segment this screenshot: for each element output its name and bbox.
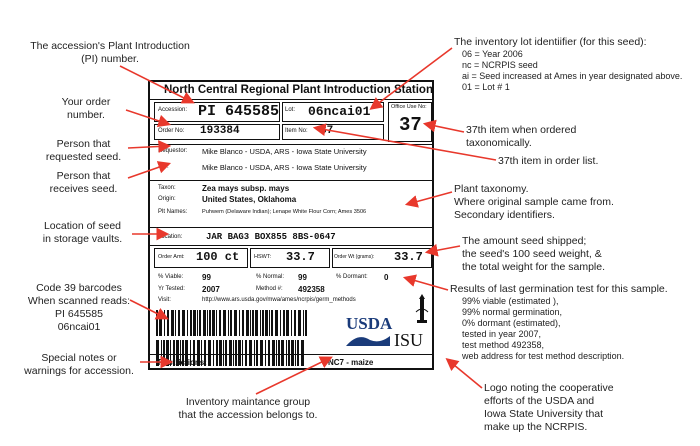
note-lot-lines: 06 = Year 2006 nc = NCRPIS seed ai = Seed increased at Ames in year designated above. 01 = Lot # 1: [462, 49, 683, 92]
arrow-receiver: [128, 164, 168, 178]
normal-value: 99: [298, 273, 307, 282]
arrow-lot: [372, 48, 452, 108]
note-inventory-group: Inventory maintance group that the accession belongs to.: [178, 396, 318, 421]
taxon-label: Taxon:: [158, 185, 176, 191]
restrictions-value: NC7 - maize: [328, 358, 374, 367]
arrow-item-order: [316, 128, 496, 160]
location-value: JAR BAG3 BOX855 8BS-0647: [206, 232, 336, 242]
lot-label: Lot:: [285, 107, 296, 113]
origin-value: United States, Oklahoma: [202, 195, 297, 204]
note-pi-number: The accession's Plant Introduction (PI) number.: [30, 40, 190, 65]
arrow-requestor: [128, 146, 168, 148]
office-value: 37: [399, 114, 422, 136]
requestor-value: Mike Blanco - USDA, ARS - Iowa State University: [202, 147, 367, 156]
for-label: For:: [158, 164, 169, 170]
yr-value: 2007: [202, 285, 220, 294]
lot-value: 06ncai01: [308, 104, 371, 119]
note-requestor: Person that requested seed.: [45, 138, 122, 163]
note-special: Special notes or warnings for accession.: [24, 352, 134, 377]
arrow-pi: [120, 66, 192, 102]
visit-value: http://www.ars.usda.gov/mwa/ames/ncrpis/germ_methods: [202, 297, 356, 303]
restrictions-label: Restrictions:: [158, 358, 207, 367]
note-item-taxon: 37th item when ordered taxonomically.: [466, 124, 577, 149]
order-value: 193384: [200, 125, 240, 137]
order-amt-value: 100 ct: [196, 250, 240, 264]
note-amount: The amount seed shipped; the seed's 100 seed weight, & the total weight for the sample.: [462, 235, 605, 273]
order-wt-value: 33.7: [394, 250, 423, 264]
note-location: Location of seed in storage vaults.: [42, 220, 123, 245]
note-barcodes: Code 39 barcodes When scanned reads: PI 645585 06ncai01: [27, 282, 131, 333]
label-title: North Central Regional Plant Introduction Station: [164, 84, 433, 96]
note-order-number: Your order number.: [61, 96, 111, 121]
note-logo: Logo noting the cooperative efforts of the USDA and Iowa State University that make up the NCRPIS.: [484, 382, 614, 433]
order-amt-label: Order Amt:: [158, 254, 185, 260]
note-lot-title: The inventory lot identiifier (for this seed):: [454, 36, 647, 48]
dormant-label: % Dormant:: [336, 274, 368, 280]
origin-label: Origin:: [158, 196, 176, 202]
item-label: Item No:: [285, 128, 308, 134]
taxon-value: Zea mays subsp. mays: [202, 184, 290, 193]
note-germination-title: Results of last germination test for this sample.: [450, 283, 668, 295]
visit-label: Visit:: [158, 297, 171, 303]
dormant-value: 0: [384, 273, 389, 282]
item-value: 37: [320, 125, 334, 137]
isu-logo: ISU: [394, 330, 424, 350]
plt-label: Plt Names:: [158, 209, 188, 215]
hswt-label: HSWT:: [254, 254, 272, 260]
arrow-logo: [448, 360, 482, 388]
for-value: Mike Blanco - USDA, ARS - Iowa State University: [202, 163, 367, 172]
usda-logo: USDA: [346, 314, 393, 333]
arrow-order: [126, 110, 168, 124]
arrow-inventory: [256, 358, 330, 394]
arrow-taxonomy: [408, 192, 452, 204]
order-wt-label: Order Wt (grams):: [334, 254, 375, 260]
hswt-value: 33.7: [286, 250, 315, 264]
note-item-order: 37th item in order list.: [498, 155, 599, 167]
method-label: Method #:: [256, 286, 283, 292]
arrow-barcodes: [130, 300, 166, 318]
location-label: Location:: [158, 234, 183, 240]
viable-label: % Viable:: [158, 274, 184, 280]
note-receiver: Person that receives seed.: [49, 170, 118, 195]
office-label: Office Use No:: [391, 104, 427, 110]
note-germination-lines: 99% viable (estimated ), 99% normal germination, 0% dormant (estimated), tested in year 2007, test method 492358, web address for test method description.: [462, 296, 625, 361]
order-label: Order No:: [158, 128, 185, 134]
method-value: 492358: [298, 285, 325, 294]
plt-value: Puhwem (Delaware Indian); Lenape White Flour Corn; Ames 3506: [202, 209, 367, 215]
accession-value: PI 645585: [198, 103, 280, 120]
requestor-label: Requestor:: [158, 148, 188, 154]
viable-value: 99: [202, 273, 211, 282]
normal-label: % Normal:: [256, 274, 285, 280]
arrow-item-taxon: [426, 124, 464, 132]
arrow-germination: [406, 278, 448, 290]
note-taxonomy: Plant taxonomy. Where original sample came from. Secondary identifiers.: [454, 183, 614, 221]
arrow-amount: [428, 246, 460, 252]
accession-label: Accession:: [158, 107, 188, 113]
yr-label: Yr Tested:: [158, 286, 185, 292]
